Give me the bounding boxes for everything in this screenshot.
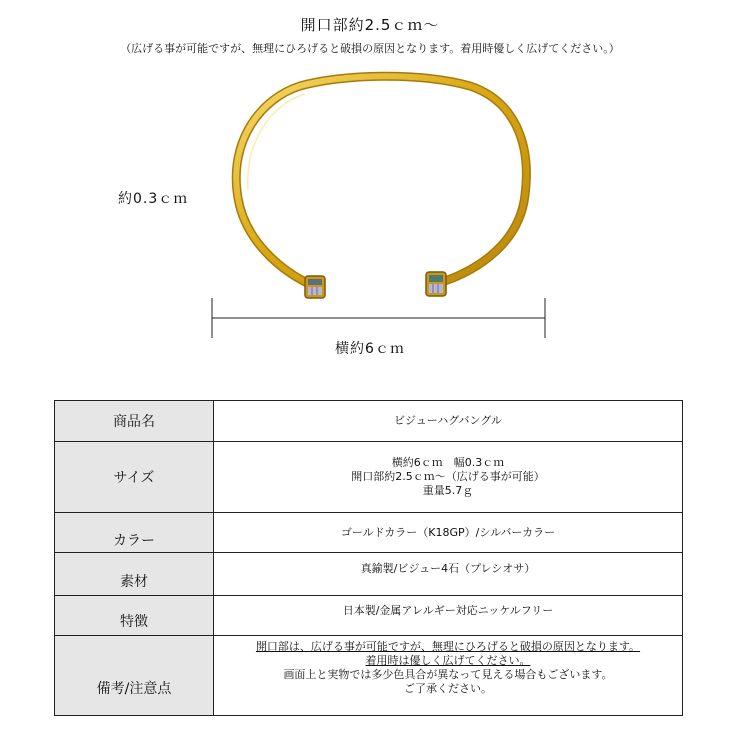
row-value-material xyxy=(214,553,683,596)
table-row xyxy=(55,442,683,513)
material-label-text: 素材 xyxy=(120,574,148,590)
table-row xyxy=(55,401,683,442)
table-row xyxy=(55,553,683,596)
notes-line-3: 画面上と実物では多少色具合が異なって見える場合もございます。 xyxy=(283,668,613,681)
spec-table xyxy=(54,400,683,716)
notes-line-4: ご了承ください。 xyxy=(404,682,492,695)
notes-line-2: 着用時は優しく広げてください。 xyxy=(365,654,531,667)
color-label-text: カラー xyxy=(113,532,155,549)
row-value-product-name xyxy=(214,401,683,442)
width-dimension-line xyxy=(212,298,545,338)
features-label-text: 特徴 xyxy=(120,613,148,630)
row-label-color xyxy=(55,513,214,553)
right-bijou-end xyxy=(426,272,446,296)
table-row xyxy=(55,636,683,716)
row-value-features xyxy=(214,596,683,636)
opening-size-label: 開口部約2.5ｃｍ～ xyxy=(300,16,440,34)
table-row xyxy=(55,513,683,553)
product-name-text: ビジューハグバングル xyxy=(393,414,503,427)
thickness-label: 約0.3ｃｍ xyxy=(118,191,189,207)
row-label-features xyxy=(55,596,214,636)
size-line-2: 開口部約2.5ｃｍ～（広げる事が可能） xyxy=(351,470,545,483)
row-label-size: サイズ xyxy=(55,442,214,513)
row-label-product-name: 商品名 xyxy=(55,401,214,442)
features-text: 日本製/金属アレルギー対応ニッケルフリー xyxy=(342,603,554,617)
table-row xyxy=(55,596,683,636)
notes-line-1: 開口部は、広げる事が可能ですが、無理にひろげると破損の原因となります。 xyxy=(255,640,641,653)
width-label: 横約6ｃｍ xyxy=(335,341,405,357)
row-value-color xyxy=(214,513,683,553)
size-line-3: 重量5.7ｇ xyxy=(422,484,474,497)
row-value-size xyxy=(214,442,683,513)
opening-note: （広げる事が可能ですが、無理にひろげると破損の原因となります。着用時優しく広げてください。） xyxy=(120,42,620,55)
size-line-1: 横約6ｃｍ 幅0.3ｃｍ xyxy=(391,456,505,469)
material-text: 真鍮製/ビジュー4石（プレシオサ） xyxy=(360,562,536,575)
row-label-notes xyxy=(55,636,214,716)
row-label-material xyxy=(55,553,214,596)
row-value-notes xyxy=(214,636,683,716)
notes-label-text: 備考/注意点 xyxy=(96,680,172,697)
color-text: ゴールドカラー（K18GP）/シルバーカラー xyxy=(340,525,556,539)
left-bijou-end xyxy=(305,276,325,298)
